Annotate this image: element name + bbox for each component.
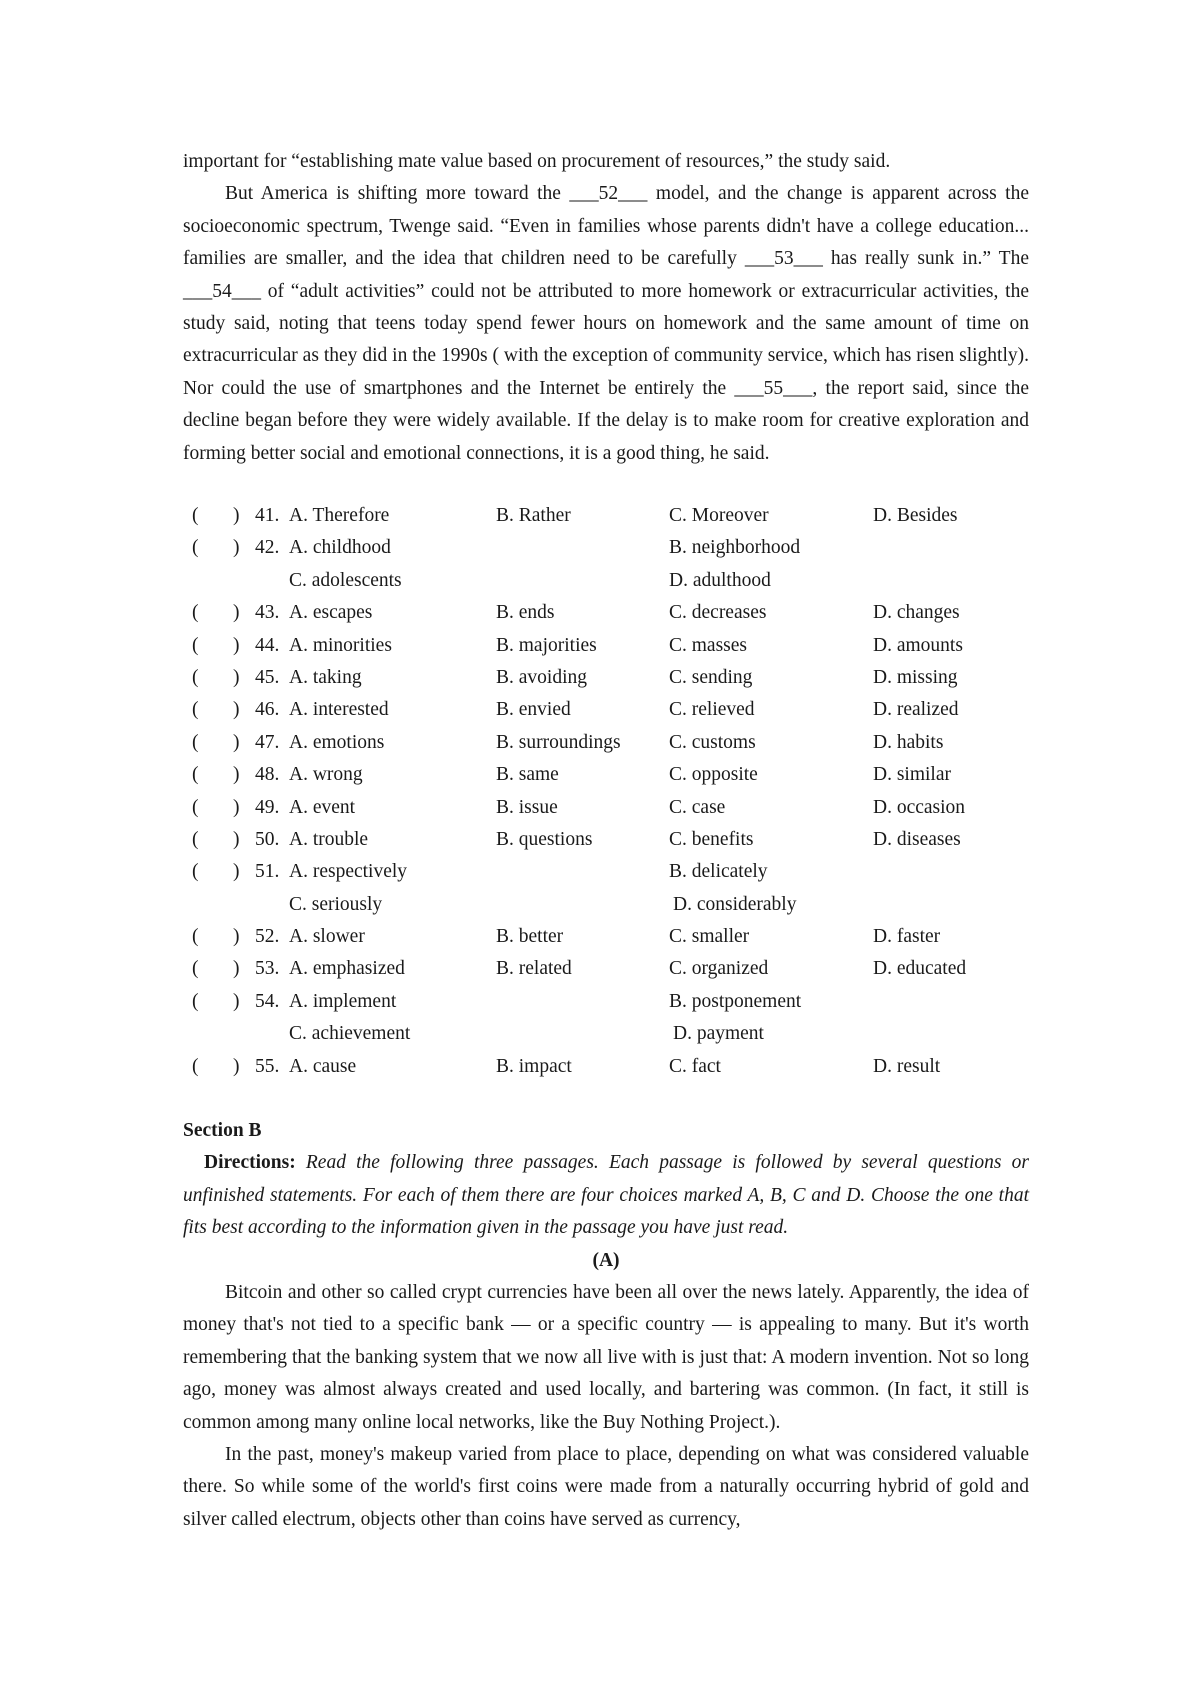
directions-label: Directions:: [204, 1152, 296, 1174]
answer-bracket-open[interactable]: (: [192, 666, 199, 688]
question-number: 45.: [255, 666, 280, 688]
answer-bracket-close: ): [233, 796, 240, 818]
option-d: D. occasion: [873, 796, 966, 818]
option-a: A. childhood: [289, 537, 391, 559]
option-b: B. surroundings: [496, 731, 621, 753]
option-d: D. amounts: [873, 634, 963, 656]
question-row: [192, 986, 1032, 1018]
question-number: 51.: [255, 861, 280, 883]
answer-bracket-close: ): [233, 699, 240, 721]
option-a: A. interested: [289, 699, 389, 721]
option-c: C. masses: [669, 634, 747, 656]
option-d: D. changes: [873, 602, 960, 624]
question-number: 41.: [255, 505, 280, 526]
question-row: [192, 694, 1032, 726]
option-a: A. minorities: [289, 634, 392, 656]
option-d: D. payment: [673, 1023, 764, 1045]
question-row: [192, 727, 1032, 759]
option-a: A. wrong: [289, 764, 363, 786]
answer-bracket-open[interactable]: (: [192, 537, 199, 559]
question-row: [192, 597, 1032, 629]
option-b: B. better: [496, 926, 564, 948]
option-b: B. postponement: [669, 990, 802, 1012]
option-c: C. Moreover: [669, 505, 769, 526]
option-c: C. smaller: [669, 926, 750, 948]
option-c: C. case: [669, 796, 726, 818]
answer-bracket-open[interactable]: (: [192, 1055, 199, 1077]
cloze-passage: [183, 146, 1029, 470]
question-row: [192, 1051, 1032, 1083]
directions: [183, 1147, 1029, 1244]
answer-bracket-close: ): [233, 634, 240, 656]
option-c: C. fact: [669, 1055, 721, 1077]
option-d: D. missing: [873, 666, 958, 688]
option-a: A. slower: [289, 926, 365, 948]
answer-bracket-open[interactable]: (: [192, 505, 199, 526]
option-d: D. Besides: [873, 505, 958, 526]
question-row: [192, 953, 1032, 985]
option-c: C. organized: [669, 958, 769, 980]
option-c: C. sending: [669, 666, 753, 688]
option-a: A. event: [289, 796, 356, 818]
question-row-continuation: [192, 565, 1032, 597]
answer-bracket-close: ): [233, 1055, 240, 1077]
option-b: B. delicately: [669, 861, 768, 883]
option-b: B. questions: [496, 828, 593, 850]
question-row-continuation: [192, 889, 1032, 921]
option-b: B. neighborhood: [669, 537, 801, 559]
answer-bracket-close: ): [233, 990, 240, 1012]
answer-bracket-close: ): [233, 861, 240, 883]
option-d: D. adulthood: [669, 569, 771, 591]
section-title: Section B: [183, 1120, 262, 1141]
directions-text: Read the following three passages. Each passage is followed by several questions or unfinished statements. For each of them there are four choices marked A, B, C and D. Choose the one that fits best according to the information given in the passage you have just read.: [183, 1152, 1029, 1239]
question-row: [192, 630, 1032, 662]
question-row-continuation: [192, 1018, 1032, 1050]
answer-bracket-open[interactable]: (: [192, 731, 199, 753]
option-c: C. benefits: [669, 828, 754, 850]
question-options: [192, 500, 1032, 1083]
answer-bracket-open[interactable]: (: [192, 861, 199, 883]
answer-bracket-open[interactable]: (: [192, 764, 199, 786]
answer-bracket-close: ): [233, 666, 240, 688]
question-number: 48.: [255, 764, 280, 786]
option-d: D. educated: [873, 958, 967, 980]
question-row: [192, 759, 1032, 791]
question-number: 50.: [255, 828, 280, 850]
option-c: C. customs: [669, 731, 756, 753]
option-b: B. impact: [496, 1055, 572, 1077]
question-number: 49.: [255, 796, 280, 818]
option-c: C. opposite: [669, 764, 758, 786]
option-a: A. implement: [289, 990, 397, 1012]
option-c: C. relieved: [669, 699, 755, 721]
option-a: A. escapes: [289, 602, 373, 624]
option-b: B. related: [496, 958, 572, 980]
answer-bracket-close: ): [233, 958, 240, 980]
question-number: 53.: [255, 958, 280, 980]
answer-bracket-close: ): [233, 926, 240, 948]
question-number: 44.: [255, 634, 280, 656]
option-d: D. habits: [873, 731, 944, 753]
answer-bracket-open[interactable]: (: [192, 926, 199, 948]
answer-bracket-close: ): [233, 828, 240, 850]
option-d: D. result: [873, 1055, 941, 1077]
answer-bracket-open[interactable]: (: [192, 958, 199, 980]
question-number: 46.: [255, 699, 280, 721]
passage-paragraph: important for “establishing mate value based on procurement of resources,” the study said.: [183, 151, 891, 172]
option-d: D. diseases: [873, 828, 961, 850]
question-number: 55.: [255, 1055, 280, 1077]
question-number: 47.: [255, 731, 280, 753]
question-number: 54.: [255, 990, 280, 1012]
question-row: [192, 824, 1032, 856]
answer-bracket-close: ): [233, 731, 240, 753]
option-d: D. realized: [873, 699, 959, 721]
option-c: C. decreases: [669, 602, 767, 624]
option-a: A. emphasized: [289, 958, 405, 980]
option-b: B. envied: [496, 699, 571, 721]
passage-paragraph: In the past, money's makeup varied from place to place, depending on what was considered valuable there. So while some of the world's first coins were made from a naturally occurring hybrid of gold and silver called electrum, objects other than coins have served as currency,: [183, 1444, 1029, 1530]
option-c: C. adolescents: [289, 569, 402, 591]
option-d: D. faster: [873, 926, 941, 948]
option-c: C. seriously: [289, 893, 383, 915]
answer-bracket-open[interactable]: (: [192, 828, 199, 850]
answer-bracket-close: ): [233, 764, 240, 786]
question-row: [192, 921, 1032, 953]
question-number: 42.: [255, 537, 280, 559]
option-b: B. majorities: [496, 634, 597, 656]
option-a: A. trouble: [289, 828, 369, 850]
option-b: B. avoiding: [496, 666, 587, 688]
option-b: B. same: [496, 764, 559, 786]
option-b: B. Rather: [496, 505, 571, 526]
question-number: 52.: [255, 926, 280, 948]
answer-bracket-close: ): [233, 537, 240, 559]
option-a: A. emotions: [289, 731, 385, 753]
question-row: [192, 500, 1032, 532]
question-row: [192, 856, 1032, 888]
option-a: A. Therefore: [289, 505, 390, 526]
option-a: A. taking: [289, 666, 362, 688]
question-row: [192, 662, 1032, 694]
option-c: C. achievement: [289, 1023, 411, 1045]
answer-bracket-open[interactable]: (: [192, 699, 199, 721]
option-a: A. respectively: [289, 861, 408, 883]
option-a: A. cause: [289, 1055, 357, 1077]
answer-bracket-close: ): [233, 602, 240, 624]
question-row: [192, 792, 1032, 824]
question-number: 43.: [255, 602, 280, 624]
answer-bracket-open[interactable]: (: [192, 634, 199, 656]
passage-paragraph: Bitcoin and other so called crypt currencies have been all over the news lately. Apparently, the idea of money that's not tied to a specific bank — or a specific country — is appealing to many. But it's worth remembering that the banking system that we now all live with is just that: A modern invention. Not so long ago, money was almost always created and used locally, and bartering was common. (In fact, it still is common among many online local networks, like the Buy Nothing Project.).: [183, 1282, 1029, 1433]
section-b: [183, 1115, 1029, 1536]
option-d: D. similar: [873, 764, 951, 786]
passage-label: (A): [592, 1249, 620, 1271]
answer-bracket-open[interactable]: (: [192, 796, 199, 818]
option-b: B. issue: [496, 796, 558, 818]
option-d: D. considerably: [673, 893, 797, 915]
answer-bracket-open[interactable]: (: [192, 602, 199, 624]
passage-paragraph: But America is shifting more toward the ___52___ model, and the change is apparent across the socioeconomic spectrum, Twenge said. “Even in families whose parents didn't have a college education... families are smaller, and the idea that children need to be carefully ___53___ has really sunk in.” The ___54___ of “adult activities” could not be attributed to more homework or extracurricular activities, the study said, noting that teens today spend fewer hours on homework and the same amount of time on extracurricular as they did in the 1990s ( with the exception of community service, which has risen slightly). Nor could the use of smartphones and the Internet be entirely the ___55___, the report said, since the decline began before they were widely available. If the delay is to make room for creative exploration and forming better social and emotional connections, it is a good thing, he said.: [183, 183, 1029, 464]
answer-bracket-open[interactable]: (: [192, 990, 199, 1012]
option-b: B. ends: [496, 602, 555, 624]
question-row: [192, 532, 1032, 564]
answer-bracket-close: ): [233, 505, 240, 526]
